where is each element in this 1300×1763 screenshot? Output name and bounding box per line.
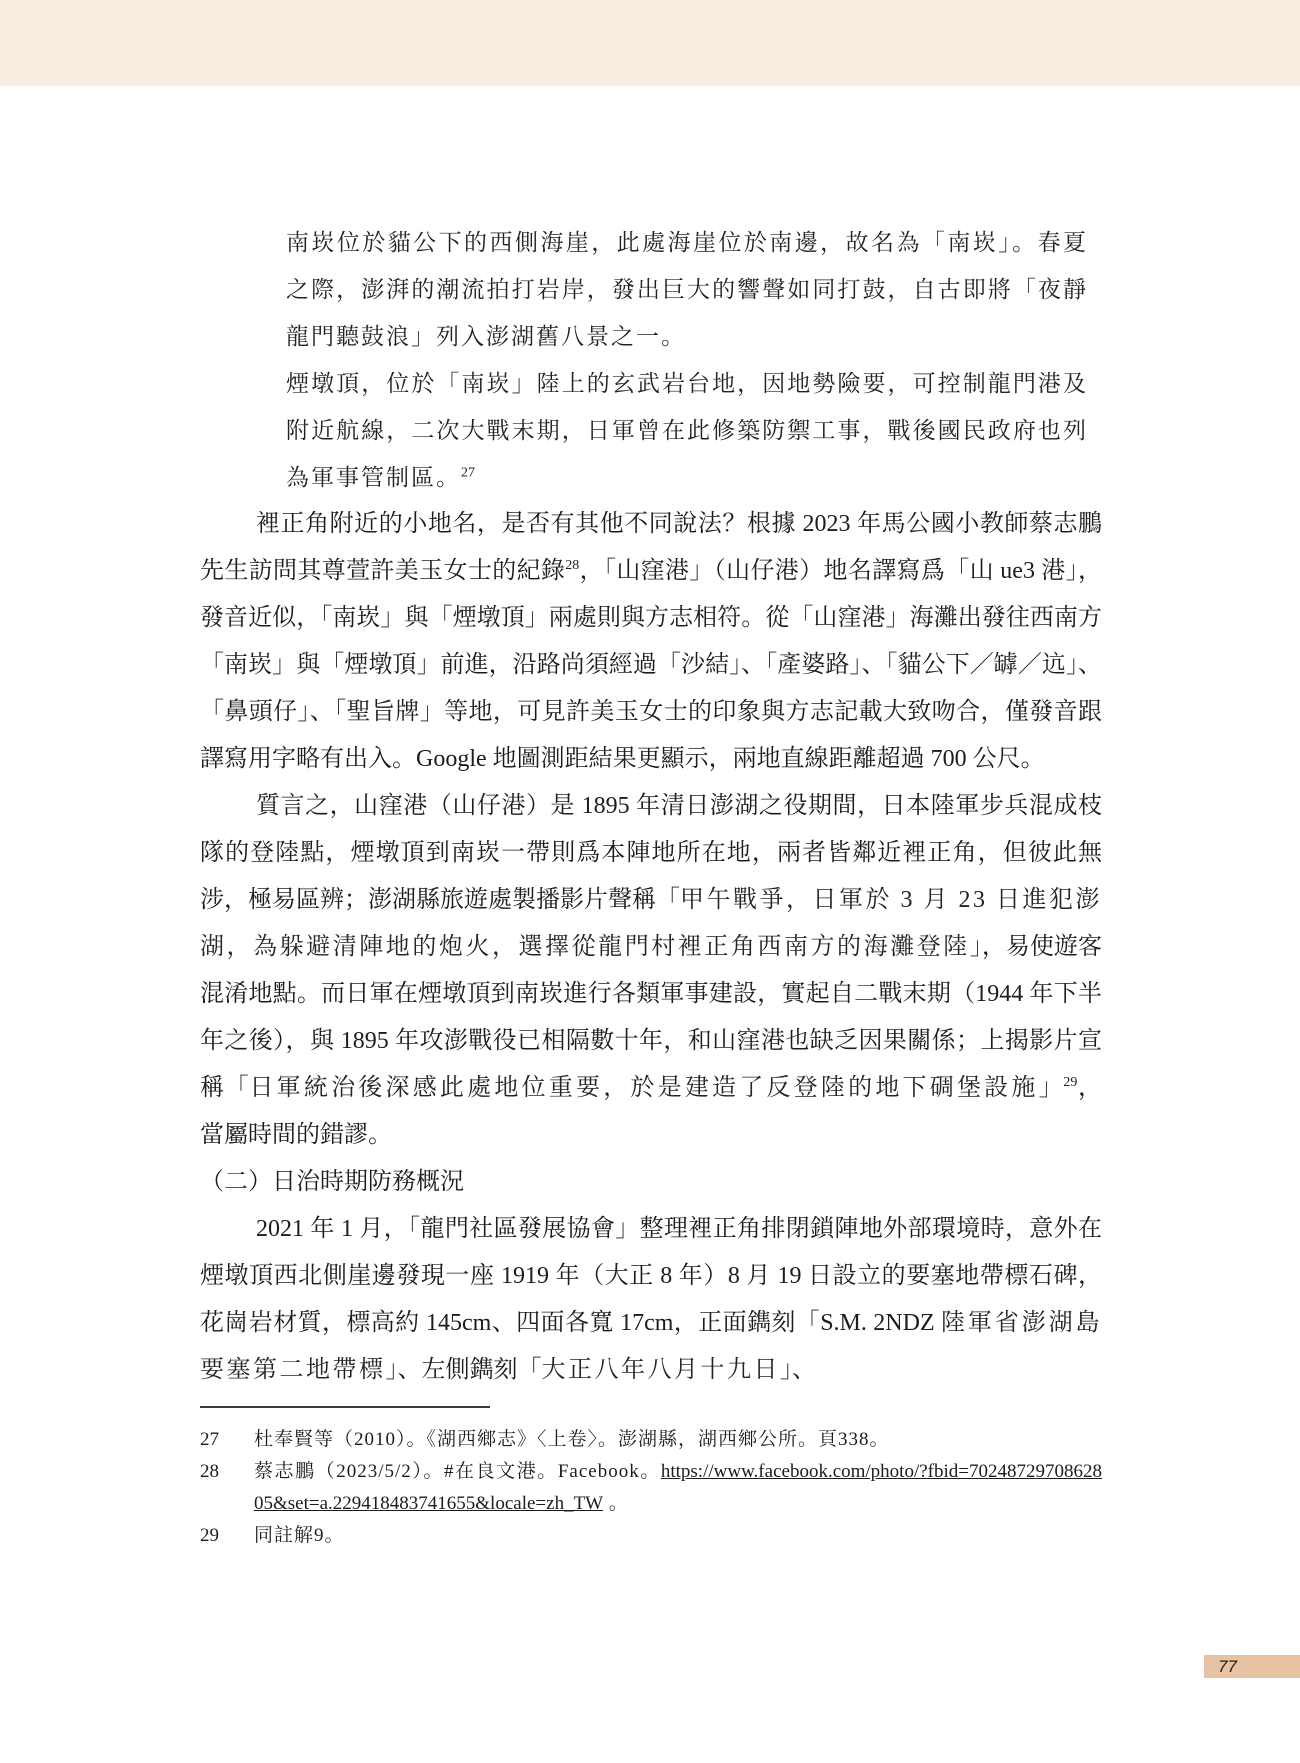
text-run: ，「山窪港」（山仔港）地名譯寫爲「山 ue3 港」，發音近似，「南崁」與「煙墩頂」兩處則與方志相符。從「山窪港」海灘出發往西南方「南崁」與「煙墩頂」前進，沿路尚須經過「沙結」、「產婆路」、「貓公下／罅／迒」、「鼻頭仔」、「聖旨牌」等地，可見許美玉女士的印象與方志記載大致吻合，僅發音跟譯寫用字略有出入。Google 地圖測距結果更顯示，兩地直線距離超過 700 公尺。 xyxy=(200,558,1103,772)
footnote-text xyxy=(254,1520,1102,1552)
text-run: 同註解9。 xyxy=(254,1525,345,1546)
text-run: （二）日治時期防務概況 xyxy=(200,1169,464,1195)
page-content xyxy=(200,219,1102,1552)
kai-quote-text: 陸軍省澎湖島要塞第二地帶標 xyxy=(200,1310,1103,1383)
footnote xyxy=(200,1520,1102,1552)
footnote xyxy=(200,1456,1102,1520)
body-text xyxy=(200,219,1102,1394)
footnote-number: 27 xyxy=(200,1429,219,1450)
kai-quote-text: 日軍統治後深感此處地位重要，於是建造了反登陸的地下碉堡設施 xyxy=(249,1075,1039,1101)
footnote-separator xyxy=(200,1406,490,1408)
text-run: 裡正角附近的小地名，是否有其他不同說法？根據 2023 年馬公國小教師蔡志鵬先生訪問其尊萱許美玉女士的紀錄 xyxy=(200,511,1102,584)
text-run: 杜奉賢等（2010）。《湖西鄉志》〈上卷〉。澎湖縣，湖西鄉公所。頁338。 xyxy=(254,1429,890,1450)
page-number-badge xyxy=(1204,1655,1300,1678)
text-run: 煙墩頂，位於「南崁」陸上的玄武岩台地，因地勢險要，可控制龍門港及附近航線，二次大戰末期，日軍曾在此修築防禦工事，戰後國民政府也列為軍事管制區。 xyxy=(286,371,1088,490)
quote-paragraph xyxy=(286,360,1088,501)
text-run: 」、左側鐫刻「 xyxy=(385,1357,542,1383)
kai-quote-text: 大正八年八月十九日 xyxy=(541,1357,780,1383)
footnote-number: 28 xyxy=(200,1461,219,1482)
url-text: https://www.facebook.com/photo/?fbid=7024872970862805&set=a.229418483741655&locale=zh_TW xyxy=(254,1461,1102,1514)
kai-quote-text: 甲午戰爭，日軍於 3 月 23 日進犯澎湖，為躲避清陣地的炮火，選擇從龍門村裡正角西南方的海灘登陸 xyxy=(200,887,1102,960)
page-header-band xyxy=(0,0,1300,86)
section-heading xyxy=(200,1159,1102,1206)
text-run: 」 xyxy=(1038,1075,1064,1101)
quote-paragraph xyxy=(286,219,1088,360)
footnote-ref: 29 xyxy=(1063,1075,1078,1090)
page-number: 77 xyxy=(1218,1656,1237,1676)
text-run: 蔡志鵬（2023/5/2）。#在良文港。Facebook。 xyxy=(254,1461,661,1482)
text-run: 南崁位於貓公下的西側海崖，此處海崖位於南邊，故名為「南崁」。春夏之際，澎湃的潮流拍打岩岸，發出巨大的響聲如同打鼓，自古即將「夜靜龍門聽鼓浪」列入澎湖舊八景之一。 xyxy=(286,230,1088,349)
footnotes xyxy=(200,1424,1102,1552)
body-paragraph xyxy=(200,501,1102,783)
text-run: 」、 xyxy=(780,1357,816,1383)
body-paragraph xyxy=(200,783,1102,1159)
footnote-text xyxy=(254,1456,1102,1520)
text-run: 2021 年 1 月，「龍門社區發展協會」整理裡正角排閉鎖陣地外部環境時，意外在煙墩頂西北側崖邊發現一座 1919 年（大正 8 年）8 月 19 日設立的要塞地帶標石碑，花崗岩材質，標高約 145cm、四面各寬 17cm，正面鐫刻「S.M. 2NDZ xyxy=(200,1216,1102,1336)
text-run: ，當屬時間的錯謬。 xyxy=(200,1075,1103,1148)
text-run: 」，易使遊客混淆地點。而日軍在煙墩頂到南崁進行各類軍事建設，實起自二戰末期（1944 年下半年之後），與 1895 年攻澎戰役已相隔數十年，和山窪港也缺乏因果關係；上揭影片宣稱「 xyxy=(200,934,1103,1101)
footnote-ref: 27 xyxy=(461,465,475,481)
text-run: 。 xyxy=(603,1493,629,1514)
footnote-ref: 28 xyxy=(565,558,580,573)
footnote xyxy=(200,1424,1102,1456)
body-paragraph xyxy=(200,1206,1102,1394)
footnote-number: 29 xyxy=(200,1525,219,1546)
footnote-text xyxy=(254,1424,1102,1456)
text-run: 質言之，山窪港（山仔港）是 1895 年清日澎湖之役期間，日本陸軍步兵混成枝隊的登陸點，煙墩頂到南崁一帶則爲本陣地所在地，兩者皆鄰近裡正角，但彼此無涉，極易區辨；澎湖縣旅遊處製播影片聲稱「 xyxy=(200,793,1102,913)
